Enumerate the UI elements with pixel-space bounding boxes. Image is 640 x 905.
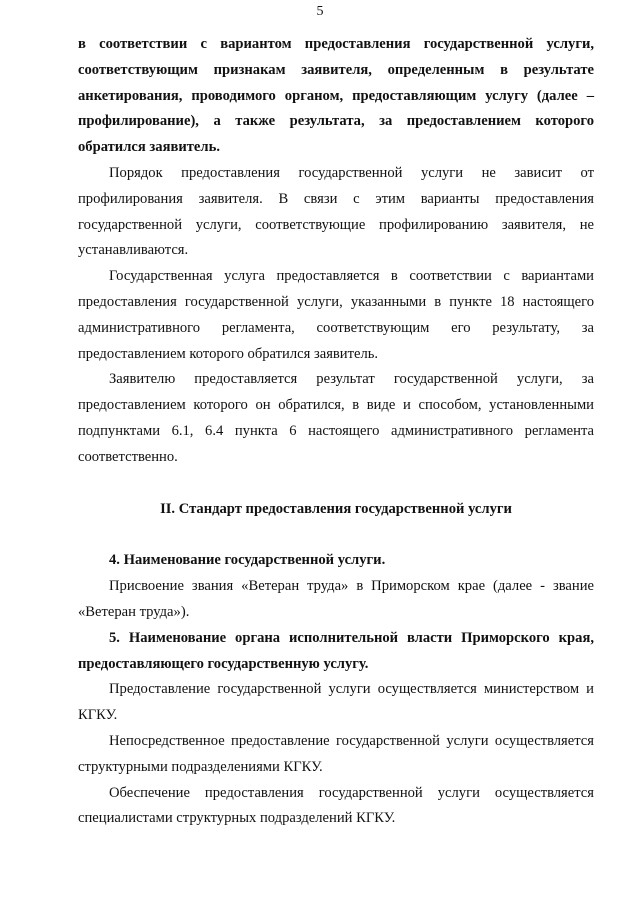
spacer bbox=[78, 471, 594, 497]
paragraph-result: Заявителю предоставляется результат государственной услуги, за предоставлением которого он обратился, в виде и способом, установленными подпунктами 6.1, 6.4 пункта 6 настоящего административного регламента соответственно. bbox=[78, 371, 594, 465]
paragraph-divisions: Непосредственное предоставление государственной услуги осуществляется структурными подразделениями КГКУ. bbox=[78, 732, 594, 775]
heading-service-name: 4. Наименование государственной услуги. bbox=[109, 552, 386, 569]
document-body bbox=[78, 32, 594, 832]
intro-bold-paragraph: в соответствии с вариантом предоставления государственной услуги, соответствующим признакам заявителя, определенным в результате анкетирования, проводимого органом, предоставляющим услугу (далее – профилирование), а также результата, за предоставлением которого обратился заявитель. bbox=[78, 36, 594, 156]
section-heading: II. Стандарт предоставления государственной услуги bbox=[160, 500, 512, 517]
paragraph-specialists: Обеспечение предоставления государственной услуги осуществляется специалистами структурных подразделений КГКУ. bbox=[78, 784, 594, 827]
heading-authority: 5. Наименование органа исполнительной власти Приморского края, предоставляющего государственную услугу. bbox=[78, 629, 594, 672]
spacer bbox=[78, 522, 594, 548]
paragraph-ministry: Предоставление государственной услуги осуществляется министерством и КГКУ. bbox=[78, 681, 594, 724]
page-number: 5 bbox=[316, 4, 324, 19]
paragraph-profiling: Порядок предоставления государственной услуги не зависит от профилирования заявителя. В связи с этим варианты предоставления государственной услуги, соответствующие профилированию заявителя, не устанавливаются. bbox=[78, 164, 594, 259]
paragraph-variants: Государственная услуга предоставляется в соответствии с вариантами предоставления государственной услуги, указанными в пункте 18 настоящего административного регламента, соответствующим его результату, за предоставлением которого обратился заявитель. bbox=[78, 268, 594, 362]
paragraph-service-name: Присвоение звания «Ветеран труда» в Приморском крае (далее - звание «Ветеран труда»). bbox=[78, 578, 594, 620]
